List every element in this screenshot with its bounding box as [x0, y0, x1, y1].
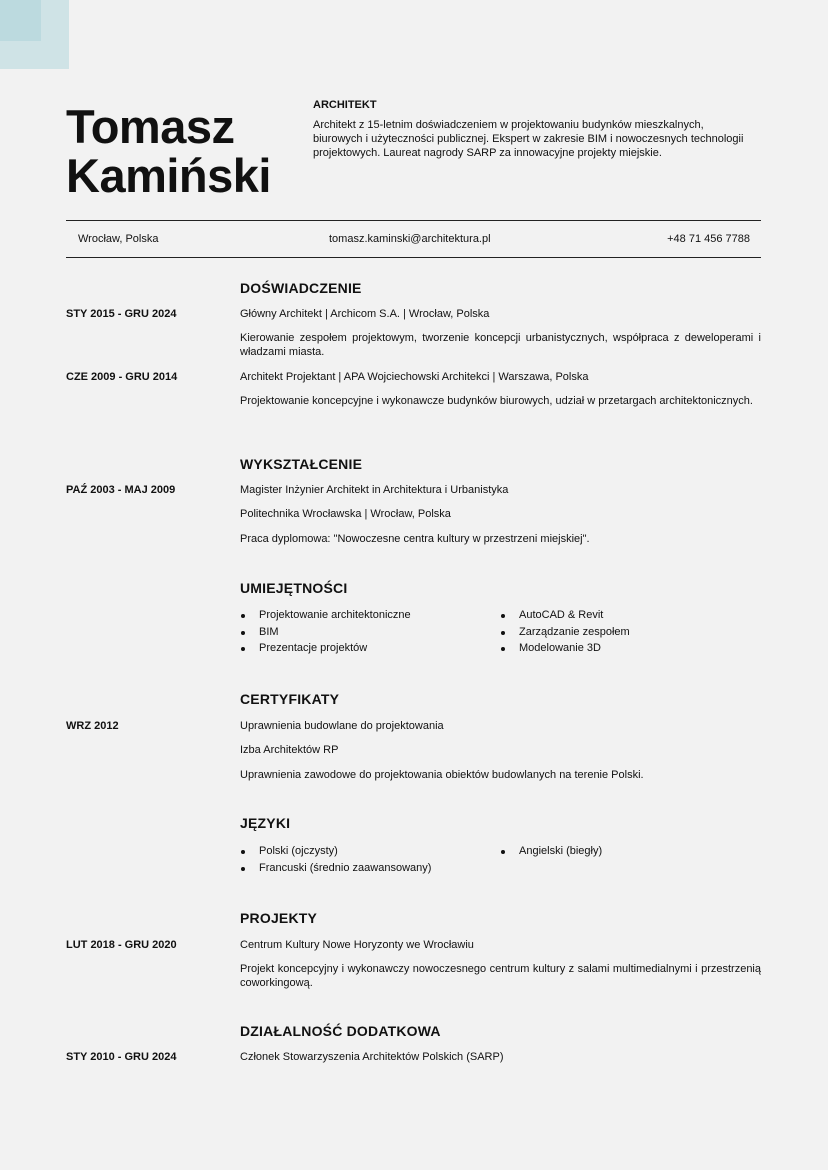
section-title-certificates: CERTYFIKATY — [240, 691, 340, 707]
list-item: Projektowanie architektoniczne — [240, 609, 411, 626]
contact-phone[interactable]: +48 71 456 7788 — [667, 233, 750, 245]
section-title-languages: JĘZYKI — [240, 815, 291, 831]
section-title-activities: DZIAŁALNOŚĆ DODATKOWA — [240, 1023, 441, 1039]
list-item: AutoCAD & Revit — [500, 609, 630, 626]
contact-bar — [66, 220, 761, 258]
experience-position: Główny Architekt | Archicom S.A. | Wrocław, Polska — [240, 308, 490, 320]
experience-position: Architekt Projektant | APA Wojciechowski Architekci | Warszawa, Polska — [240, 371, 589, 383]
education-date: PAŹ 2003 - MAJ 2009 — [66, 484, 176, 496]
education-school: Politechnika Wrocławska | Wrocław, Polska — [240, 508, 451, 520]
certificate-name: Uprawnienia budowlane do projektowania — [240, 720, 444, 732]
experience-date: CZE 2009 - GRU 2014 — [66, 371, 178, 383]
profile-summary: Architekt z 15-letnim doświadczeniem w projektowaniu budynków mieszkalnych, biurowych i użyteczności publicznej. Ekspert w zakresie BIM i nowoczesnych technologii projektowych. Laureat nagrody SARP za innowacyjne projekty miejskie. — [313, 119, 744, 159]
list-item: Modelowanie 3D — [500, 642, 630, 659]
list-item: Francuski (średnio zaawansowany) — [240, 862, 431, 879]
education-thesis: Praca dyplomowa: "Nowoczesne centra kultury w przestrzeni miejskiej". — [240, 533, 590, 545]
certificate-date: WRZ 2012 — [66, 720, 119, 732]
section-title-education: WYKSZTAŁCENIE — [240, 456, 363, 472]
section-title-projects: PROJEKTY — [240, 910, 318, 926]
section-title-skills: UMIEJĘTNOŚCI — [240, 580, 348, 596]
experience-description: Projektowanie koncepcyjne i wykonawcze budynków biurowych, udział w przetargach architektonicznych. — [240, 395, 753, 407]
last-name: Kamiński — [66, 149, 271, 202]
project-description: Projekt koncepcyjny i wykonawczy nowoczesnego centrum kultury z salami multimedialnymi i przestrzenią coworkingową. — [240, 963, 761, 989]
job-title: ARCHITEKT — [313, 99, 377, 111]
experience-description: Kierowanie zespołem projektowym, tworzenie koncepcji urbanistycznych, współpraca z deweloperami i władzami miasta. — [240, 332, 761, 358]
section-title-experience: DOŚWIADCZENIE — [240, 280, 362, 296]
project-date: LUT 2018 - GRU 2020 — [66, 939, 177, 951]
contact-location: Wrocław, Polska — [78, 233, 159, 245]
candidate-name — [66, 102, 271, 200]
contact-email[interactable]: tomasz.kaminski@architektura.pl — [329, 233, 491, 245]
list-item: Zarządzanie zespołem — [500, 626, 630, 643]
activity-name: Członek Stowarzyszenia Architektów Polskich (SARP) — [240, 1051, 504, 1063]
skills-list-right — [500, 609, 630, 659]
skills-list-left — [240, 609, 411, 659]
activity-date: STY 2010 - GRU 2024 — [66, 1051, 177, 1063]
languages-list-left — [240, 845, 431, 878]
experience-date: STY 2015 - GRU 2024 — [66, 308, 177, 320]
project-name: Centrum Kultury Nowe Horyzonty we Wrocławiu — [240, 939, 474, 951]
languages-list-right — [500, 845, 602, 862]
certificate-description: Uprawnienia zawodowe do projektowania obiektów budowlanych na terenie Polski. — [240, 769, 644, 781]
list-item: Polski (ojczysty) — [240, 845, 431, 862]
education-degree: Magister Inżynier Architekt in Architektura i Urbanistyka — [240, 484, 509, 496]
list-item: BIM — [240, 626, 411, 643]
list-item: Prezentacje projektów — [240, 642, 411, 659]
first-name: Tomasz — [66, 100, 235, 153]
list-item: Angielski (biegły) — [500, 845, 602, 862]
certificate-issuer: Izba Architektów RP — [240, 744, 339, 756]
corner-decoration-inner — [0, 0, 41, 41]
